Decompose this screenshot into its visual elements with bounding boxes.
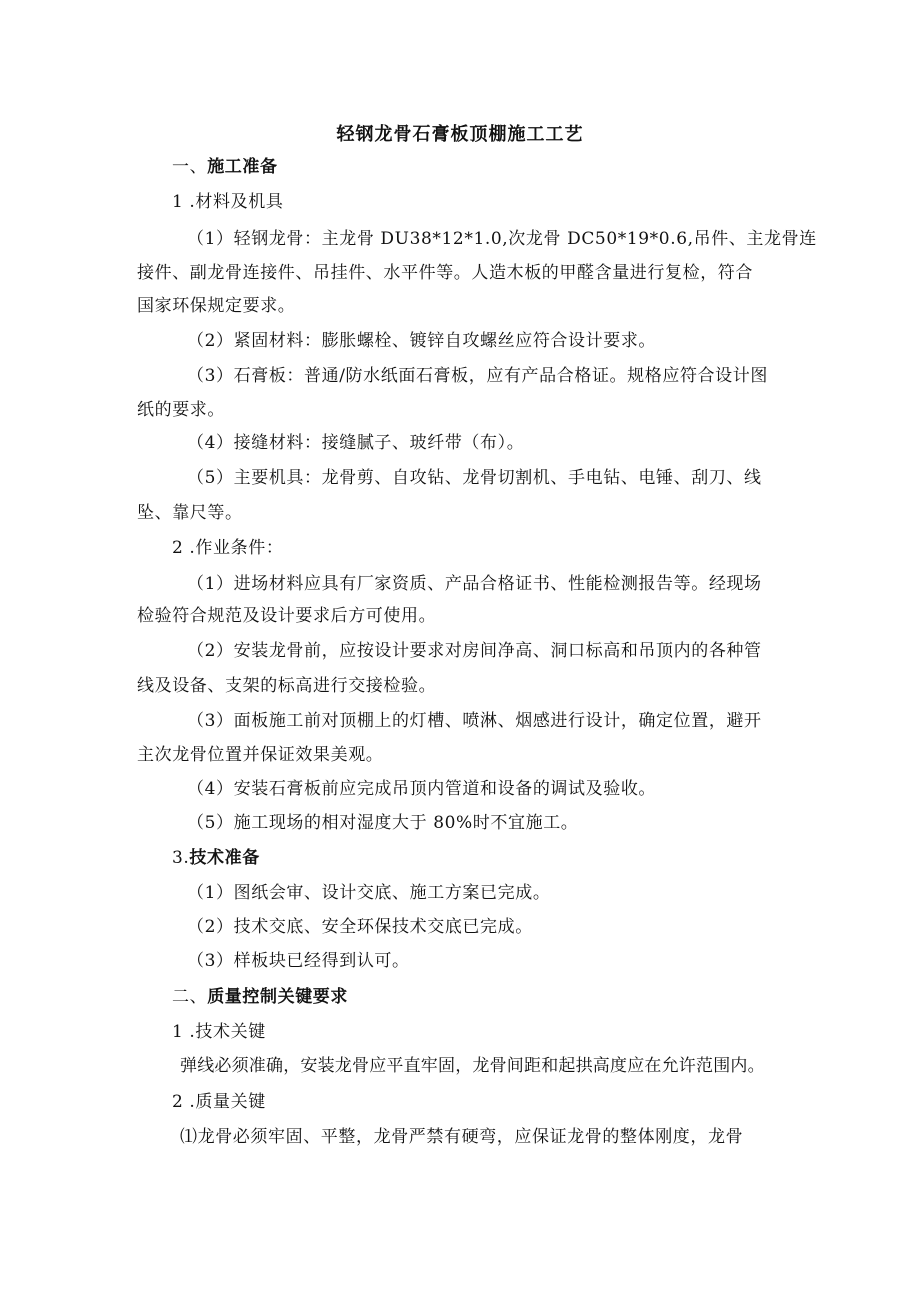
paragraph-line: （2）技术交底、安全环保技术交底已完成。 xyxy=(187,917,533,937)
paragraph-line: 国家环保规定要求。 xyxy=(137,296,296,316)
paragraph-line: （2）紧固材料：膨胀螺栓、镀锌自攻螺丝应符合设计要求。 xyxy=(187,331,657,351)
paragraph-line: 纸的要求。 xyxy=(137,400,225,420)
paragraph-line: ⑴龙骨必须牢固、平整，龙骨严禁有硬弯，应保证龙骨的整体刚度，龙骨 xyxy=(180,1127,744,1147)
paragraph-line: （3）样板块已经得到认可。 xyxy=(187,951,410,971)
paragraph-line: （5）施工现场的相对湿度大于 80%时不宜施工。 xyxy=(187,813,579,833)
paragraph-line: 接件、副龙骨连接件、吊挂件、水平件等。人造木板的甲醛含量进行复检，符合 xyxy=(137,263,753,283)
section2-heading-prefix: 二、 xyxy=(172,987,208,1007)
paragraph-line: 弹线必须准确，安装龙骨应平直牢固，龙骨间距和起拱高度应在允许范围内。 xyxy=(180,1056,765,1076)
paragraph-line: （2）安装龙骨前，应按设计要求对房间净高、洞口标高和吊顶内的各种管 xyxy=(187,641,762,661)
document-title: 轻钢龙骨石膏板顶棚施工工艺 xyxy=(336,124,584,145)
paragraph-line: （5）主要机具：龙骨剪、自攻钻、龙骨切割机、手电钻、电锤、刮刀、线 xyxy=(187,468,762,488)
paragraph-line: 线及设备、支架的标高进行交接检验。 xyxy=(137,676,437,696)
paragraph-line: 主次龙骨位置并保证效果美观。 xyxy=(137,745,384,765)
paragraph-line: （3）面板施工前对顶棚上的灯槽、喷淋、烟感进行设计，确定位置，避开 xyxy=(187,711,762,731)
section2-heading xyxy=(172,986,348,1008)
section2-heading-text: 质量控制关键要求 xyxy=(207,987,349,1007)
subheading-technical-prep xyxy=(172,847,260,869)
section1-heading xyxy=(172,156,278,178)
subheading-text: 技术准备 xyxy=(189,848,260,868)
paragraph-line: （1）进场材料应具有厂家资质、产品合格证书、性能检测报告等。经现场 xyxy=(187,574,762,594)
subheading-work-conditions: 2 .作业条件： xyxy=(172,538,284,558)
paragraph-line: （1）轻钢龙骨：主龙骨 DU38*12*1.0,次龙骨 DC50*19*0.6,吊件、主龙骨连 xyxy=(187,229,817,249)
subheading-materials: 1 .材料及机具 xyxy=(172,192,284,212)
paragraph-line: 坠、靠尺等。 xyxy=(137,503,243,523)
paragraph-line: （4）接缝材料：接缝腻子、玻纤带（布）。 xyxy=(187,433,525,453)
subheading-number: 3. xyxy=(172,848,190,868)
section1-heading-text: 施工准备 xyxy=(207,157,278,177)
subheading-quality-key: 2 .质量关键 xyxy=(172,1092,266,1112)
paragraph-line: （4）安装石膏板前应完成吊顶内管道和设备的调试及验收。 xyxy=(187,779,657,799)
paragraph-line: （3）石膏板：普通/防水纸面石膏板，应有产品合格证。规格应符合设计图 xyxy=(187,366,768,386)
subheading-technical-key: 1 .技术关键 xyxy=(172,1022,266,1042)
paragraph-line: 检验符合规范及设计要求后方可使用。 xyxy=(137,606,437,626)
paragraph-line: （1）图纸会审、设计交底、施工方案已完成。 xyxy=(187,883,551,903)
section1-heading-prefix: 一、 xyxy=(172,157,208,177)
